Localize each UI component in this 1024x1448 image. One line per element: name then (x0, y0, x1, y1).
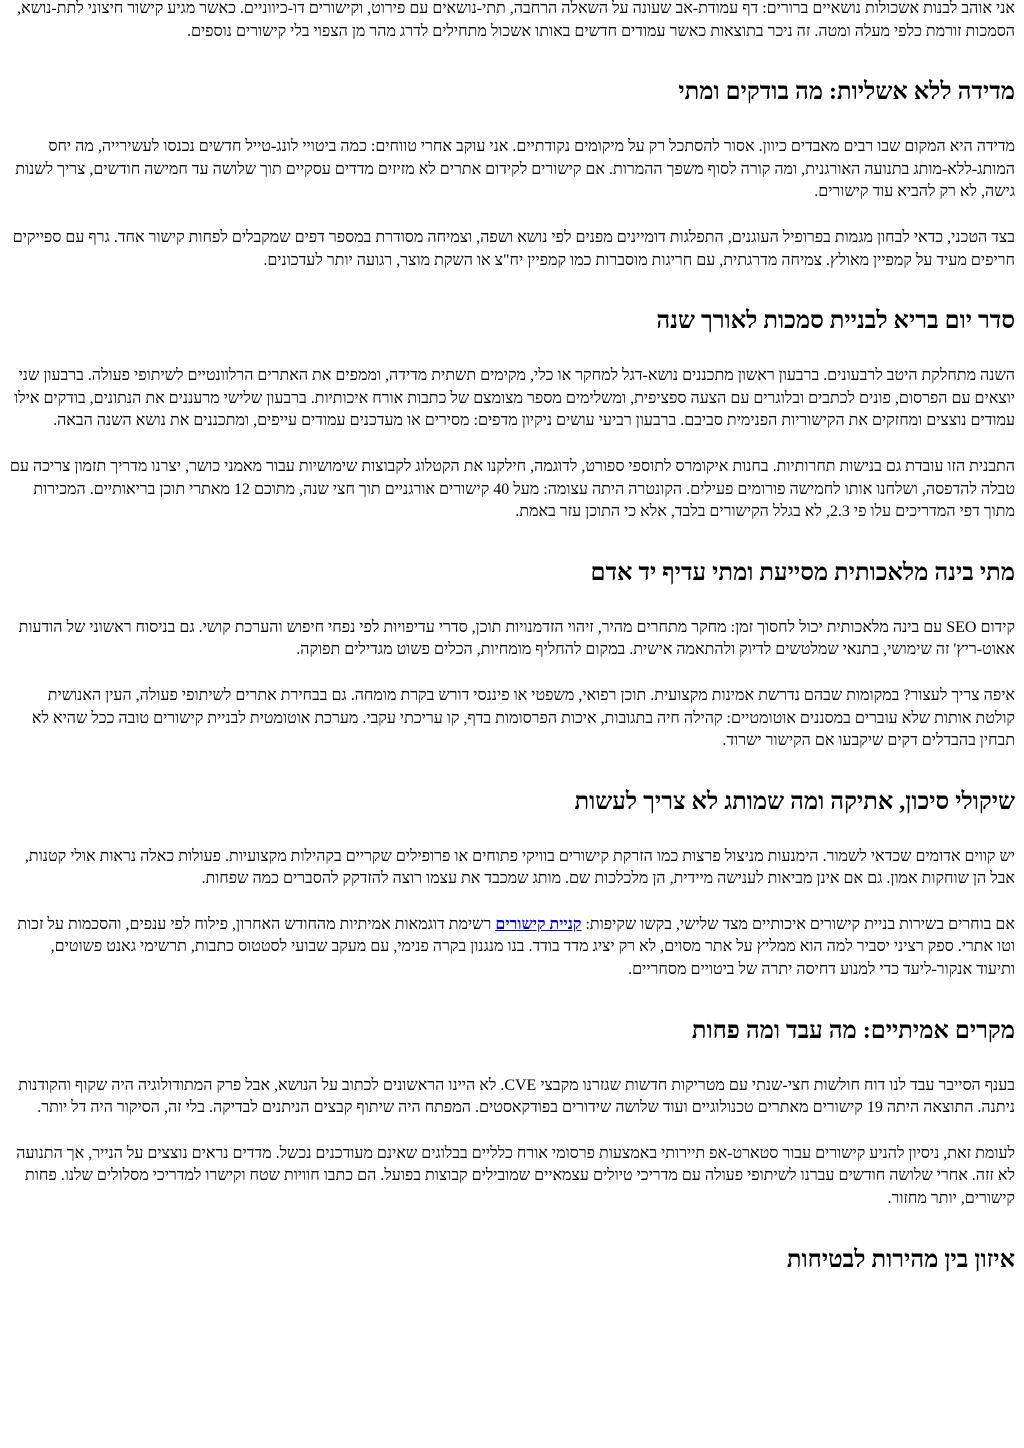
section-paragraph: בענף הסייבר עבד לנו דוח חולשות חצי-שנתי עם מטריקות חדשות שגזרנו מקבצי CVE. לא היינו הראשונים לכתוב על הנושא, אבל פרק המתודולוגיה היה שקוף והקודנות ניתנה. התוצאה היתה 19 קישורים מאתרים טכנולוגיים ועוד שלושה שידורים בפודקאסטים. המפתח היה שיתוף קבצים הניתנים לבדיקה. בלי זה, הסיקור היה דל יותר. (18, 1076, 1015, 1117)
intro-paragraph: אני אוהב לבנות אשכולות נושאיים ברורים: דף עמודת-אב שעונה על השאלה הרחבה, תתי-נושאים עם פירוט, וקישורים דו-כיווניים. כאשר מגיע קישור חיצוני לתת-נושא, הסמכות זורמת כלפי מעלה ומטה. זה ניכר בתוצאות כאשר עמודים חדשים באותו אשכול מתחילים לדרג מהר מן הצפוי בלי קישורים נוספים. (17, 0, 1015, 40)
section-paragraph: השנה מתחלקת היטב לרבעונים. ברבעון ראשון מתכננים נושא-דגל למחקר או כלי, מקימים תשתית מדידה, וממפים את האתרים הרלוונטיים לשיתופי פעולה. ברבעון שני יוצאים עם הפרסום, פונים לכתבים ובלוגרים עם הצעה ספציפית, ומשלימים מספר מצומצם של כתבות אורח איכותיות. ברבעון שלישי מרעננים את הנתונים, בודקים אילו עמודים נוצצים ומחזקים את הקישוריות הפנימית סביבם. ברבעון רביעי עושים ניקיון מדפים: מסירים או מעדכנים עמודים עייפים, ומתכננים את נושא השנה הבאה. (14, 367, 1015, 430)
paragraph-text-before-link: אם בוחרים בשירות בניית קישורים איכותיים מצד שלישי, בקשו שקיפות: (581, 915, 1015, 933)
section-paragraph: קידום SEO עם בינה מלאכותית יכול לחסוך זמן: מחקר מתחרים מהיר, זיהוי הזדמנויות תוכן, סדרי עדיפויות לפי נפחי חיפוש והערכת קושי. גם בניסוח ראשוני של הודעות אאוט-ריץ' זה שימושי, בתנאי שמלטשים לדיוק ולהתאמה אישית. במקום להחליף מומחיות, הכלים פשוט מגדילים תפוקה. (18, 618, 1015, 659)
section-heading-speed-safety: איזון בין מהירות לבטיחות (786, 1246, 1015, 1273)
section-heading-real-cases: מקרים אמיתיים: מה עבד ומה פחות (691, 1017, 1015, 1044)
section-paragraph: מדידה היא המקום שבו רבים מאבדים כיוון. אסור להסתכל רק על מיקומים נקודתיים. אני עוקב אחרי טווחים: כמה ביטויי לונג-טייל חדשים נכנסו לעשירייה, מה יחס המותג-ללא-מותג בתנועה האורגנית, ומה קורה לסוף משפך ההמרות. אם קישורים לקידום אתרים לא מזיזים מדדים עסקיים תוך שלושה עד חמישה חודשים, צריך לשנות גישה, לא רק להביא עוד קישורים. (15, 138, 1015, 201)
section-paragraph: בצד הטכני, כדאי לבחון מגמות בפרופיל העוגנים, התפלגות דומיינים מפנים לפי נושא ושפה, וצמיחה מסודרת במספר דפים שמקבלים לפחות קישור אחד. גרף עם ספייקים חריפים מעיד על קמפיין מאולץ. צמיחה מדרגתית, עם חריגות מוסברות כמו קמפיין יח"צ או השקת מוצר, רגועה יותר לעדכונים. (12, 228, 1015, 269)
section-heading-ai: מתי בינה מלאכותית מסייעת ומתי עדיף יד אדם (590, 559, 1015, 586)
section-paragraph: יש קווים אדומים שכדאי לשמור. הימנעות מניצול פרצות כמו הזרקת קישורים בוויקי פתוחים או פרופילים שקריים בקהילות מקצועיות. פעולות כאלה נראות אולי קטנות, אבל הן שוחקות אמון. גם אם אינן מביאות לענישה מיידית, הן מלכלכות שם. מותג שמכבד את עצמו רוצה להזדקק להסברים כמה שפחות. (24, 847, 1015, 888)
section-heading-yearly-agenda: סדר יום בריא לבניית סמכות לאורך שנה (656, 308, 1015, 335)
paragraph-text-after-link: רשימת דוגמאות אמיתיות מהחודש האחרון, פילוח לפי ענפים, והסכמות על זכות וטו אתרי. ספק רציני יסביר למה הוא ממליץ על אתר מסוים, לא רק יציג מדד בודד. בנו מנגנון בקרה פנימי, עם מעקב שבועי לסטטוס כתבות, תרשימי גאנט פשוטים, ותיעוד אנקור-ליעד כדי למנוע דחיסה יתרה של ביטויים מסחריים. (17, 915, 1015, 979)
buy-links-link[interactable]: קניית קישורים (495, 915, 582, 933)
section-paragraph: התבנית הזו עובדת גם בנישות תחרותיות. בחנות איקומרס לתוספי ספורט, לדוגמה, חילקנו את הקטלוג לקבוצות שימושיות עבור מאמני כושר, יצרנו מדריך תזמון צריכה עם טבלה להדפסה, ושלחנו אותו לחמישה פורומים פעילים. הקונטרה היתה עצומה: מעל 40 קישורים אורגניים תוך חצי שנה, מתוכם 12 מאתרי תוכן בריאותיים. המכירות מתוך דפי המדריכים עלו פי 2.3, לא בגלל הקישורים בלבד, אלא כי התוכן עזר באמת. (9, 457, 1015, 521)
section-paragraph: איפה צריך לעצור? במקומות שבהם נדרשת אמינות מקצועית. תוכן רפואי, משפטי או פיננסי דורש בקרת מומחה. גם בבחירת אתרים לשיתופי פעולה, העין האנושית קולטת אותות שלא עוברים במסננים אוטומטיים: קהילה חיה בתגובות, איכות הפרסומות בדף, קו עריכתי עקבי. מערכת אוטומטית לבניית קישורים טובה ככל שהיא לא תבחין בהבדלים דקים שיקבעו אם הקישור ישרוד. (31, 686, 1015, 750)
section-paragraph-with-link (9, 914, 1015, 982)
section-heading-risk-ethics: שיקולי סיכון, אתיקה ומה שמותג לא צריך לעשות (574, 788, 1015, 815)
section-heading-measurement: מדידה ללא אשליות: מה בודקים ומתי (678, 79, 1015, 106)
section-paragraph: לעומת זאת, ניסיון להניע קישורים עבור סטארט-אפ תיירותי באמצעות פרסומי אורח כלליים בבלוגים שאינם מעודכנים נכשל. מדדים נראים נוצצים על הנייר, אך התנועה לא זזה. אחרי שלושה חודשים עברנו לשיתופי פעולה עם מדריכי טיולים עצמאיים שמובילים קבוצות בפועל. הם כתבו חוויות שטח וקישרו למדריכי מסלולים שלנו. פחות קישורים, יותר מחזור. (16, 1144, 1015, 1208)
